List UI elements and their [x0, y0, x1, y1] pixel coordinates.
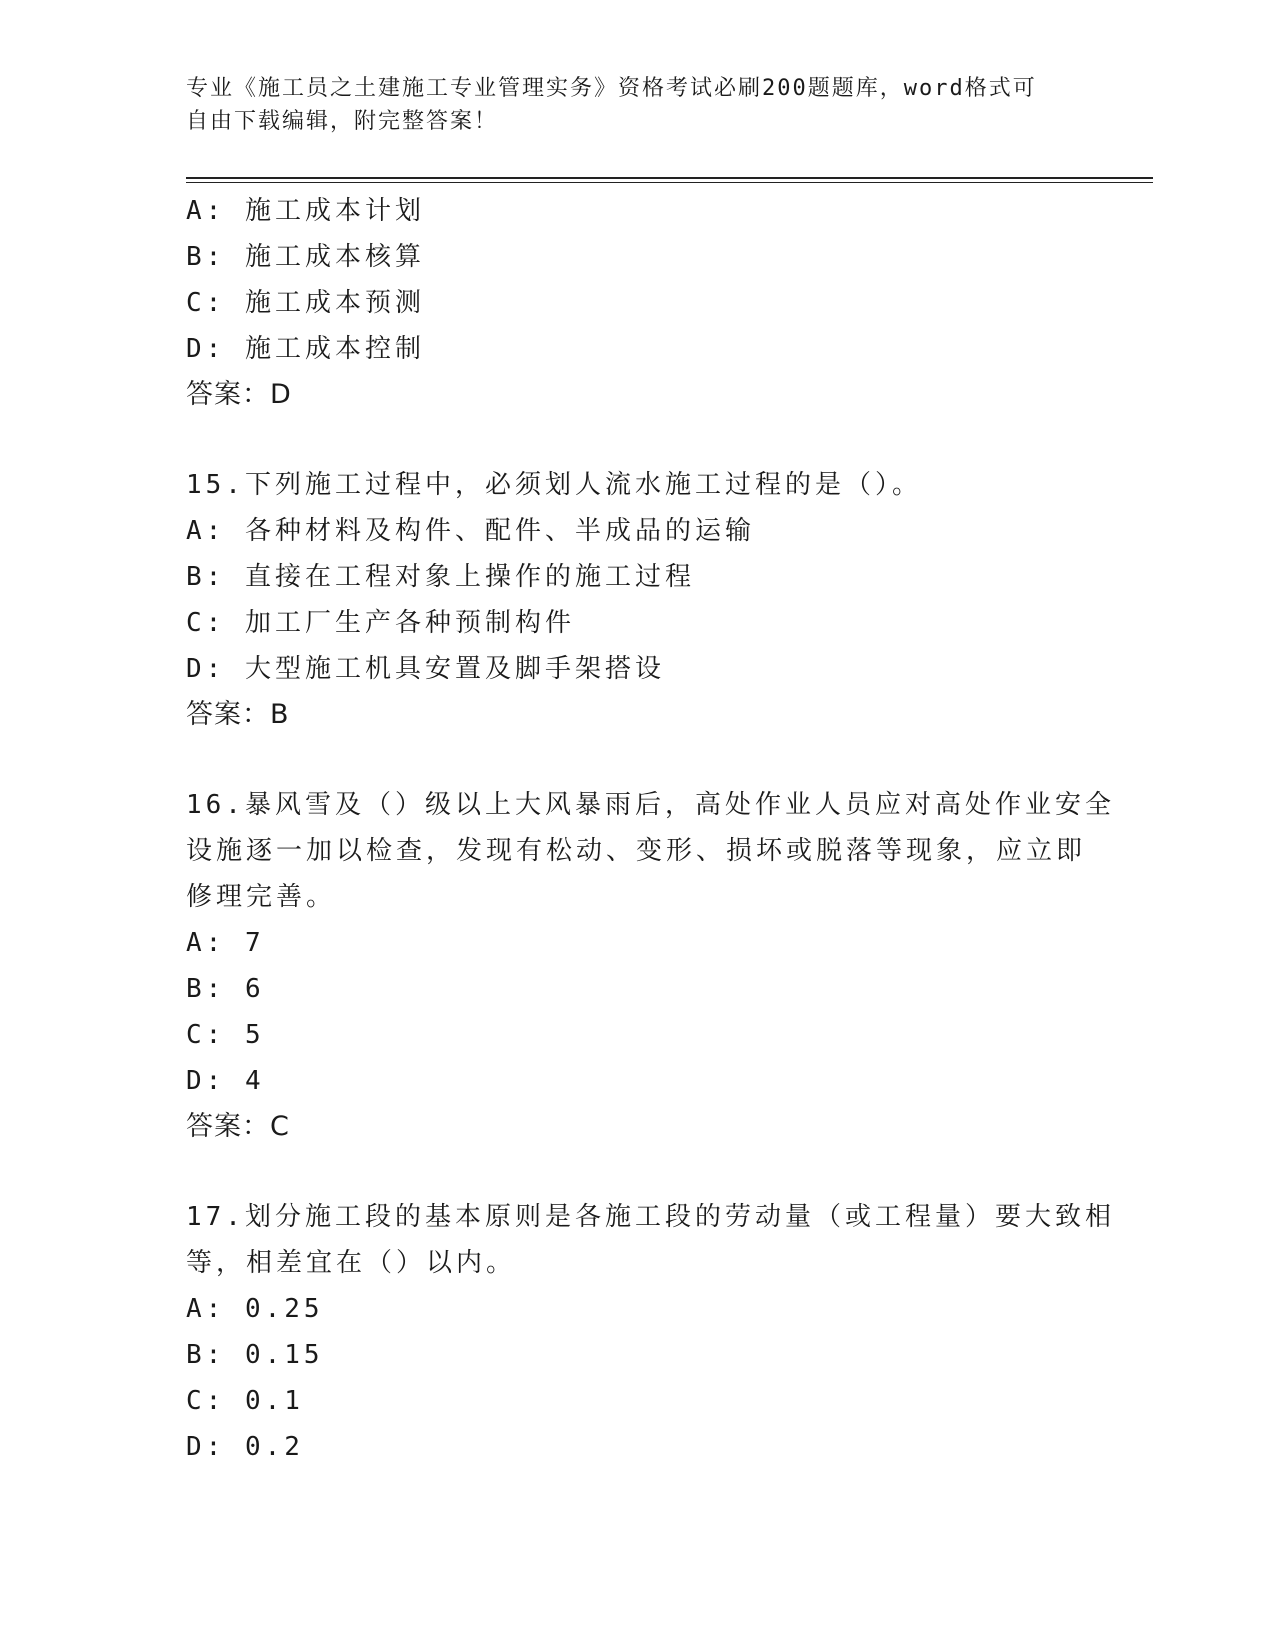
option-d: D: 大型施工机具安置及脚手架搭设 — [186, 654, 665, 684]
option-c: C: 0.1 — [186, 1386, 304, 1416]
option-c: C: 加工厂生产各种预制构件 — [186, 608, 575, 638]
option-c: C: 施工成本预测 — [186, 288, 425, 318]
header-line-1: 专业《施工员之土建施工专业管理实务》资格考试必刷200题题库，word格式可 — [186, 76, 1037, 101]
answer: 答案：D — [186, 379, 292, 410]
option-a: A: 施工成本计划 — [186, 196, 425, 226]
answer: 答案：C — [186, 1111, 290, 1142]
option-b: B: 施工成本核算 — [186, 242, 425, 272]
option-b: B: 0.15 — [186, 1340, 324, 1370]
question-16 — [186, 782, 1115, 1150]
option-a: A: 0.25 — [186, 1294, 324, 1324]
option-d: D: 0.2 — [186, 1432, 304, 1462]
option-b: B: 直接在工程对象上操作的施工过程 — [186, 562, 695, 592]
answer: 答案：B — [186, 699, 290, 730]
header-divider-thick — [186, 177, 1153, 179]
option-b: B: 6 — [186, 974, 265, 1004]
question-stem-line-2: 设施逐一加以检查，发现有松动、变形、损坏或脱落等现象，应立即 — [186, 836, 1087, 866]
question-stem-line-1: 16.暴风雪及（）级以上大风暴雨后，高处作业人员应对高处作业安全 — [186, 790, 1115, 820]
document-header — [186, 72, 1066, 138]
option-c: C: 5 — [186, 1020, 265, 1050]
option-d: D: 4 — [186, 1066, 265, 1096]
question-stem: 15.下列施工过程中，必须划人流水施工过程的是（）。 — [186, 470, 922, 500]
question-list — [186, 188, 1115, 1470]
question-15 — [186, 462, 1086, 738]
question-stem-line-2: 等，相差宜在（）以内。 — [186, 1248, 517, 1278]
option-a: A: 各种材料及构件、配件、半成品的运输 — [186, 516, 755, 546]
question-stem-line-1: 17.划分施工段的基本原则是各施工段的劳动量（或工程量）要大致相 — [186, 1202, 1115, 1232]
header-divider-thin — [186, 182, 1153, 183]
option-d: D: 施工成本控制 — [186, 334, 425, 364]
question-stem-line-3: 修理完善。 — [186, 882, 337, 912]
question-17 — [186, 1194, 1115, 1470]
question-14-continued — [186, 188, 1086, 418]
option-a: A: 7 — [186, 928, 265, 958]
header-line-2: 自由下载编辑，附完整答案！ — [186, 109, 499, 134]
